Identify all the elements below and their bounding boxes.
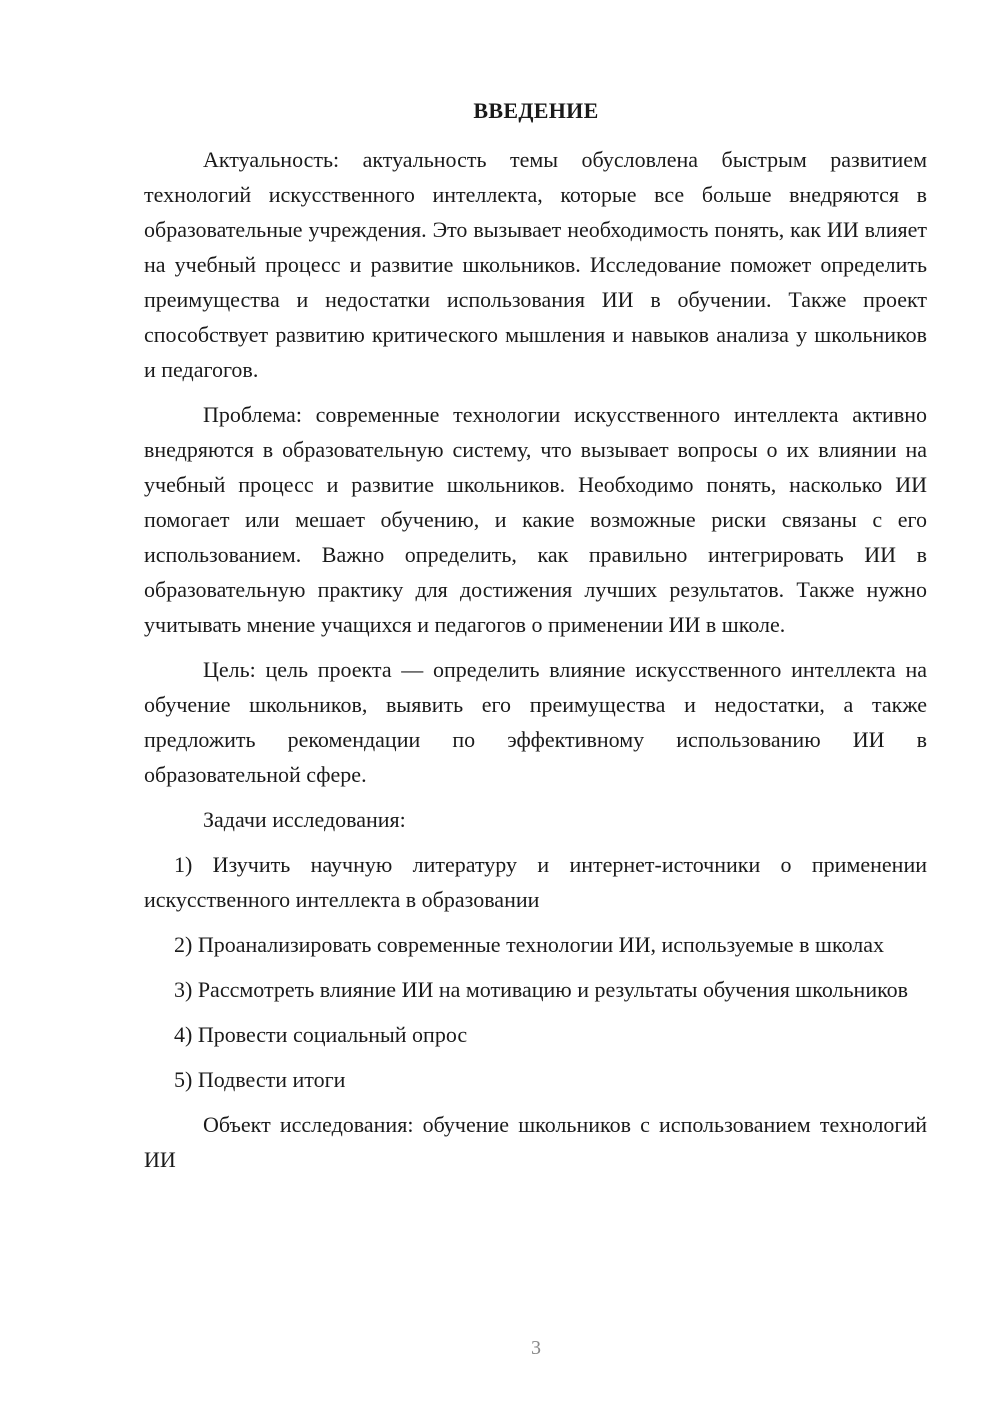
paragraph-relevance: Актуальность: актуальность темы обусловлена быстрым развитием технологий искусственного интеллекта, которые все больше внедряются в образовательные учреждения. Это вызывает необходимость понять, как ИИ влияет на учебный процесс и развитие школьников. Исследование поможет определить преимущества и недостатки использования ИИ в обучении. Также проект способствует развитию критического мышления и навыков анализа у школьников и педагогов.: [144, 147, 927, 382]
paragraph-object: Объект исследования: обучение школьников с использованием технологий ИИ: [144, 1112, 927, 1172]
task-item-1: 1) Изучить научную литературу и интернет-источники о применении искусственного интеллекта в образовании: [144, 852, 927, 912]
document-body: [144, 142, 927, 1187]
task-item-4: 4) Провести социальный опрос: [174, 1022, 468, 1047]
tasks-heading: Задачи исследования:: [203, 807, 406, 832]
paragraph-problem: Проблема: современные технологии искусственного интеллекта активно внедряются в образовательную систему, что вызывает вопросы о их влиянии на учебный процесс и развитие школьников. Необходимо понять, насколько ИИ помогает или мешает обучению, и какие возможные риски связаны с его использованием. Важно определить, как правильно интегрировать ИИ в образовательную практику для достижения лучших результатов. Также нужно учитывать мнение учащихся и педагогов о применении ИИ в школе.: [144, 402, 927, 637]
page-number: 3: [531, 1337, 541, 1359]
paragraph-goal: Цель: цель проекта — определить влияние искусственного интеллекта на обучение школьников, выявить его преимущества и недостатки, а также предложить рекомендации по эффективному использованию ИИ в образовательной сфере.: [144, 657, 927, 787]
task-item-2: 2) Проанализировать современные технологии ИИ, используемые в школах: [174, 932, 885, 957]
task-item-5: 5) Подвести итоги: [174, 1067, 346, 1092]
section-title: ВВЕДЕНИЕ: [473, 98, 599, 123]
task-item-3: 3) Рассмотреть влияние ИИ на мотивацию и результаты обучения школьников: [174, 977, 909, 1002]
